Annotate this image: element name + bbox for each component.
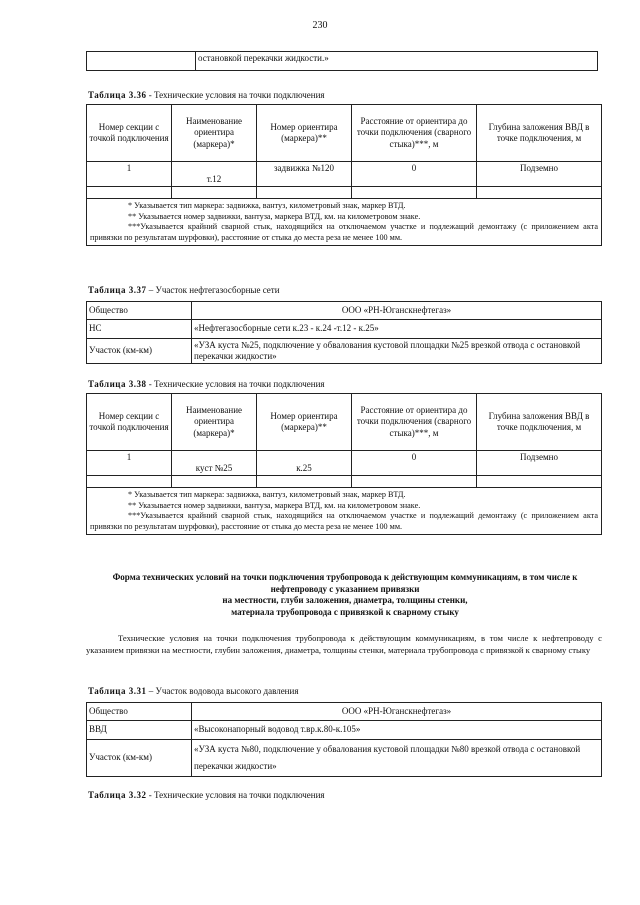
header-cell: Номер секции с точкой подключения — [87, 105, 172, 162]
note-3: ***Указывается крайний сварной стык, находящийся на отключаемом участке и подлежащий демонтажу (с приложением акта привязки по результатам шурфовки), расстояние от стыка до места реза не менее 100 мм. — [90, 511, 598, 531]
table-3-37 — [86, 301, 602, 364]
cell-dist: 0 — [352, 162, 477, 187]
table-3-32-caption: Таблица 3.32 - Технические условия на точки подключения — [88, 790, 325, 800]
table-3-36 — [86, 104, 602, 246]
note-3: ***Указывается крайний сварной стык, находящийся на отключаемом участке и подлежащий демонтажу (с приложением акта привязки по результатам шурфовки), расстояние от стыка до места реза не менее 100 мм. — [90, 222, 598, 242]
note-2: ** Указывается номер задвижки, вантуза, маркера ВТД, км. на километровом знаке. — [128, 500, 421, 510]
cell-name: куст №25 — [172, 451, 257, 476]
row-key: Участок (км-км) — [87, 338, 192, 364]
heading-line-1: Форма технических условий на точки подключения трубопровода к действующим коммуникациям, в том числе к нефтепроводу с указанием привязки — [112, 572, 578, 594]
table-3-36-caption: Таблица 3.36 - Технические условия на точки подключения — [88, 90, 325, 100]
page-number: 230 — [312, 20, 328, 31]
cell-marker: к.25 — [257, 451, 352, 476]
row-key: Общество — [87, 302, 192, 320]
row-value: ООО «РН-Юганскнефтегаз» — [192, 703, 602, 721]
header-cell: Наименование ориентира (маркера)* — [172, 394, 257, 451]
header-cell: Наименование ориентира (маркера)* — [172, 105, 257, 162]
top-fragment-table — [86, 51, 598, 71]
table-3-31 — [86, 702, 602, 777]
cell-name: т.12 — [172, 162, 257, 187]
row-value: «УЗА куста №80, подключение у обвалования кустовой площадки №80 врезкой отвода с остановкой перекачки жидкости» — [192, 739, 602, 776]
cell-depth: Подземно — [477, 162, 602, 187]
section-heading — [84, 572, 606, 619]
body-paragraph: Технические условия на точки подключения трубопровода к действующим коммуникациям, в том числе к нефтепроводу с указанием привязки на местности, глубин заложения, диаметра, толщины стенки, материала трубопровода с привязкой к сварному стыку — [86, 633, 602, 655]
row-value: «УЗА куста №25, подключение у обвалования кустовой площадки №25 врезкой отвода с остановкой перекачки жидкости» — [192, 338, 602, 364]
table-notes — [87, 199, 602, 246]
heading-line-3: материала трубопровода с привязкой к сварному стыку — [231, 607, 459, 618]
header-cell: Глубина заложения ВВД в точке подключения, м — [477, 394, 602, 451]
cell-marker: задвижка №120 — [257, 162, 352, 187]
header-cell: Расстояние от ориентира до точки подключения (сварного стыка)***, м — [352, 105, 477, 162]
row-key: Участок (км-км) — [87, 739, 192, 776]
heading-line-2: на местности, глуби заложения, диаметра, толщины стенки, — [222, 595, 468, 606]
table-notes — [87, 488, 602, 535]
header-cell: Глубина заложения ВВД в точке подключения, м — [477, 105, 602, 162]
row-value: ООО «РН-Юганскнефтегаз» — [192, 302, 602, 320]
note-1: * Указывается тип маркера: задвижка, вантуз, километровый знак, маркер ВТД. — [128, 201, 406, 210]
header-cell: Номер ориентира (маркера)** — [257, 394, 352, 451]
header-cell: Номер ориентира (маркера)** — [257, 105, 352, 162]
row-key: НС — [87, 320, 192, 338]
table-3-38-caption: Таблица 3.38 - Технические условия на точки подключения — [88, 379, 325, 389]
note-2: ** Указывается номер задвижки, вантуза, маркера ВТД, км. на километровом знаке. — [128, 211, 421, 221]
cell-num: 1 — [87, 162, 172, 187]
cell-depth: Подземно — [477, 451, 602, 476]
cell-dist: 0 — [352, 451, 477, 476]
cell-num: 1 — [87, 451, 172, 476]
row-value: «Высоконапорный водовод т.вр.к.80-к.105» — [192, 721, 602, 739]
table-3-38 — [86, 393, 602, 535]
row-key: ВВД — [87, 721, 192, 739]
header-cell: Номер секции с точкой подключения — [87, 394, 172, 451]
row-value: «Нефтегазосборные сети к.23 - к.24 -т.12 - к.25» — [192, 320, 602, 338]
row-key: Общество — [87, 703, 192, 721]
table-3-37-caption: Таблица 3.37 – Участок нефтегазосборные сети — [88, 285, 280, 295]
top-fragment-text: остановкой перекачки жидкости.» — [196, 52, 598, 71]
note-1: * Указывается тип маркера: задвижка, вантуз, километровый знак, маркер ВТД. — [128, 490, 406, 499]
header-cell: Расстояние от ориентира до точки подключения (сварного стыка)***, м — [352, 394, 477, 451]
table-3-31-caption: Таблица 3.31 – Участок водовода высокого давления — [88, 686, 299, 696]
